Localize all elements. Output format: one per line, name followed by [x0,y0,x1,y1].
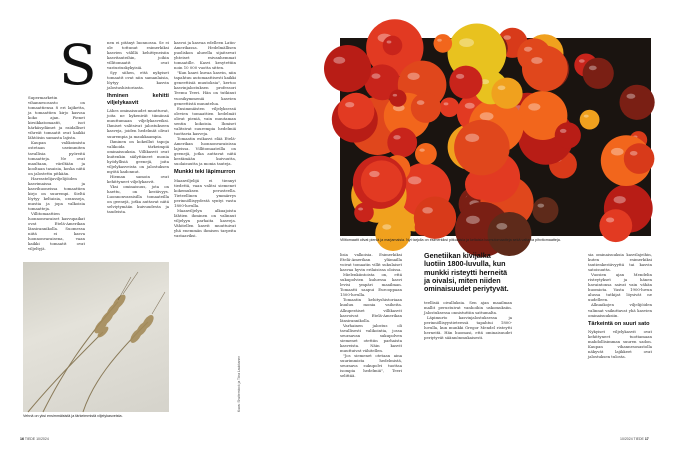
paragraph: Vuosien ajan Mendelin risteytykset ja hänen havaintonsa saivat vain vähän huomiota. Vasta 1900-luvun alussa tutkijat löysivät ne uudelleen. [588,272,652,303]
paragraph: Kaupan valikoimista ostetaan useimmiten tavallisia pyöreitä tomaatteja. Ne ovat maultaan, väriltään ja kooltaan tasaisia, koska niitä on jalostettu pitkään. [28,140,85,176]
tomato-highlight [358,208,363,211]
tomato-shape [383,36,403,56]
tomato-highlight [382,224,391,229]
paragraph: Alkuaikojen viljelijöiden valinnat vaikuttavat yhä kasvien ominaisuuksiin. [588,302,652,318]
tomato-shape [620,85,655,120]
paragraph: "Jos siemenet otetaan aina suurimmista hedelmistä, seuraava sukupolvi tuottaa isompia hedelmiä", Teeri selittää. [340,352,402,379]
tomato-highlight [372,73,381,78]
tomato-highlight [498,86,506,91]
tomato-shape [338,93,375,130]
tomato-highlight [408,176,421,184]
footer-right [620,437,649,441]
paragraph: Syy siihen, että nykyiset tomaatit ovat niin samanlaisia, löytyy kasvin jalostushistoriasta. [107,70,169,91]
tomato-shape [624,143,655,174]
tomato-highlight [459,38,474,47]
paragraph: Yksi ominaisuus, jota on haettu, on kestävyys. Luonnonvaraisilla tomaateilla on geenejä, jotka auttavat niitä selviytymään kuivuudesta ja taudeista. [107,183,169,215]
paragraph: sia ominaisuuksia kasvilajeihin, kuten esimerkiksi tautienkestävyyttä tai kasvin satoisuutta. [588,252,652,273]
paragraph: Ensimmäisten viljelyksessä olevien tomaattien hedelmät olivat pieniä, vain muutaman sentin kokoisia. Ihmiset valitsivat suurempia hedelmiä tuottavia kasveja. [174,105,236,136]
tomato-highlight [630,151,638,156]
tomato-highlight [538,204,545,208]
wheat-photo-caption: Vehnä on yksi ensimmäisistä ja tärkeimmistä viljelykasveista. [23,414,123,418]
tomato-photo [340,38,651,236]
tomato-shape [387,128,417,158]
tomato-shape [522,46,568,92]
tomato-shape [583,58,614,89]
tomato-shape [324,45,371,92]
tomato-shape [555,122,581,148]
tomato-highlight [345,102,354,107]
tomato-shape [411,93,441,123]
tomato-highlight [393,135,400,139]
tomato-highlight [466,216,480,224]
column-5 [424,300,512,430]
tomato-highlight [437,39,442,42]
paragraph: Supermarketin vihannesosasto on tomaattiensa 8 eri lajiketta, ja tomaattien kirjo kasvaa koko ajan. Pienet kirsikkatomaatit, isot härkäsydämet ja raidalliset vihreät tomaatit ovat kaikki lähtöisin samasta lajista. [28,95,85,141]
tomato-illustration [340,38,651,236]
paragraph: Mielenkiintoista on, että sukupolvien kuluessa kasvi levisi ympäri maailman. Tomaatti saapui Eurooppaan 1500-luvulla. [340,272,402,298]
paragraph: Tomaatin esikasvi elää Etelä-Amerikan luonnonvaraisissa lajeissa. Villitomaateilla on geenejä, jotka auttavat niitä kestämään kuivuutta, suolaisuutta ja monia tauteja. [174,135,236,167]
paragraph: Nykyiset viljelykasvit ovat kehittyneet tuottamaan mahdollisimman suuren sadon. Kaupan vihannesosastolla näkyvät lajikkeet ovat jalostuksen tulosta. [588,329,652,360]
paragraph: Hieman samoin ovat kehittyneet viljelykasvit. [107,173,169,184]
paragraph: nen ei pitänyt luonnossa. Se ei ole tottunut esimerkiksi kasvien välillä kehittyneisiin kasvitauteihin, joihin villitomaatit ovat vastustuskykyisiä. [107,40,169,71]
column-3 [174,40,236,430]
tomato-photo-caption: Villitomaatit olivat pieniä ja marjamaisia. Nyt tarjolla on esimerkiksi pitkulaisia ja keltaisia luumutomaatteja sekä valtavia pihvitomaatteja. [340,238,561,242]
tomato-highlight [465,103,475,109]
tomato-highlight [560,129,567,133]
tomato-highlight [627,94,636,99]
paragraph: Varhainen jalostus oli tavallisesti valikointia, jossa seuraavan sukupolven siemenet otettiin parhaista kasveista. Näin kasvit muuttuivat vähitellen. [340,322,402,353]
paragraph: Harrastelijaviljelijöiden kasvimaissa ja kasvihuoneissa tomaattien kirjo on suurempi. Sieltä löytyy keltaisia, oransseja, mustia ja jopa valkoisia tomaatteja. [28,175,85,212]
photo-credit: Kuva: Shutterstock ja Tiina Laukkanen [237,355,241,412]
tomato-shape [491,78,522,109]
pull-quote: Genetiikan kivijalka luotiin 1800-luvulla, kun munkki risteytti herneitä ja oivalsi, miten niiden ominaisuudet periytyvät. [424,251,509,294]
tomato-highlight [393,94,397,97]
tomato-highlight [496,223,507,230]
tomato-shape [449,66,482,99]
drop-cap: S [59,33,97,97]
tomato-highlight [387,41,392,44]
tomato-shape [580,110,600,130]
tomato-highlight [465,134,479,142]
tomato-highlight [589,66,597,71]
paragraph: Ihminen on kokeillut tapoja valikoida tärkeimpiä ominaisuuksia. Villikasvit ovat kuitenkin säilyttäneet monia hyödyllisiä geenejä, joita viljelykasveista on jalostuksen myötä kadonnut. [107,138,169,174]
paragraph: Maanviljelijä ei tiennyt tiedettä, vaan valitsi siemenet kokemuksen perusteella. Tieteellinen ymmärrys perinnöllisyydestä syntyi vasta 1800-luvulla. [174,177,236,208]
paragraph: Villitomaattien luonnonvaraiset kasvupaikat ovat Etelä-Amerikan länsirannikolla. Suomessa niitä ei kasva luonnonvaraisena, vaan kaikki tomaatit ovat viljeltyjä. [28,211,85,252]
tomato-highlight [422,207,433,213]
page-number-right: 17 [644,437,649,441]
column-6 [588,252,652,430]
subheading: Ihminen kehitti viljelykasvit [107,93,169,106]
column-1 [28,95,85,252]
tomato-shape [415,143,437,165]
tomato-highlight [584,115,589,118]
tomato-shape [361,160,403,202]
tomato-highlight [611,148,624,156]
tomato-highlight [369,171,379,177]
tomato-highlight [606,218,614,223]
tomato-highlight [417,100,425,105]
tomato-highlight [503,35,511,40]
tomato-shape [434,34,453,53]
tomato-shape [532,197,558,223]
tomato-highlight [531,57,542,64]
tomato-highlight [579,59,585,62]
magazine-name-left: TIEDE 10/2024 [24,437,49,441]
tomato-shape [488,212,532,256]
tomato-highlight [333,57,345,64]
paragraph: "Kun kaavi kuvaa kasvin, niin tapahtuu automaattisesti kaikki geneettisiä muutoksia", kertoo kasvinjalostuksen professori Teemu Teeri. Hän on tutkinut vuosikymmeniä kasvien geneettistä muuntelua. [174,70,236,106]
footer-left [20,437,49,441]
tomato-highlight [408,73,420,80]
paragraph: Maanviljelyn alkuajoista lähtien ihminen on valinnut viljelyyn parhaita kasveja. Vähitellen kasvit muuttuivat yhä enemmän ihmisen tarpeita vastaaviksi. [174,207,236,239]
tomato-highlight [444,102,449,105]
tomato-highlight [528,103,540,110]
paragraph: teellisiä oivalluksia. Sen ajan maailman mallit perustuivat vanhoihin uskomuksiin. Jalostuksessa onnistuttiin sattumalta. [424,300,512,316]
column-4 [340,252,402,430]
paragraph: kasvoi ja kasvaa edelleen Latin-Amerikassa. Hedelmällisen puoliskon alueella sijaitsevat yhteiset esivanhemmat tomaatille. Kasvi kesytettiin noin 10 000 vuotta sitten. [174,40,236,71]
tomato-highlight [419,149,424,152]
paragraph: Tomaatin kehityshistoriaan kuuluu monia vaiheita. Alkuperäiset villikasvit kasvoivat Etelä-Amerikan länsirannikolla. [340,297,402,323]
wheat-ear-illustration [23,262,169,412]
tomato-highlight [456,74,464,79]
column-2 [107,40,169,260]
tomato-shape [414,197,456,239]
tomato-shape [454,120,510,176]
tomato-highlight [480,112,494,120]
paragraph: Lähes ominaisuudet muuttuvat, joita ne kykenivät tiimiinsä muuttumaan viljelykasveiksi. Ihmiset valitsivat jalostukseen kasveja, joiden hedelmät olivat suurempia ja maukkaampia. [107,108,169,139]
tomato-highlight [614,196,626,203]
paragraph: lisia valkoisia. Esimerkiksi Etelä-Amerikan ylämailla voivat tomaatin villit sukulaiset kasvaa hyvin erilaisissa oloissa. [340,252,402,273]
wheat-photo [23,262,169,412]
tomato-shape [389,90,406,107]
subheading: Tärkeintä on suuri sato [588,320,650,327]
magazine-name-right: 10/2024 TIEDE [620,437,644,441]
tomato-shape [440,98,460,118]
subheading: Munkki teki läpimurron [174,169,236,176]
page-number-left: 16 [20,437,24,441]
paragraph: Läpimurto kasvinjalostuksessa ja perinnöllisyystieteessä tapahtui 1800-luvulla, kun munkki Gregor Mendel risteytti herneitä. Hän huomasi, että ominaisuudet periytyvät säännönmukaisesti. [424,315,512,341]
